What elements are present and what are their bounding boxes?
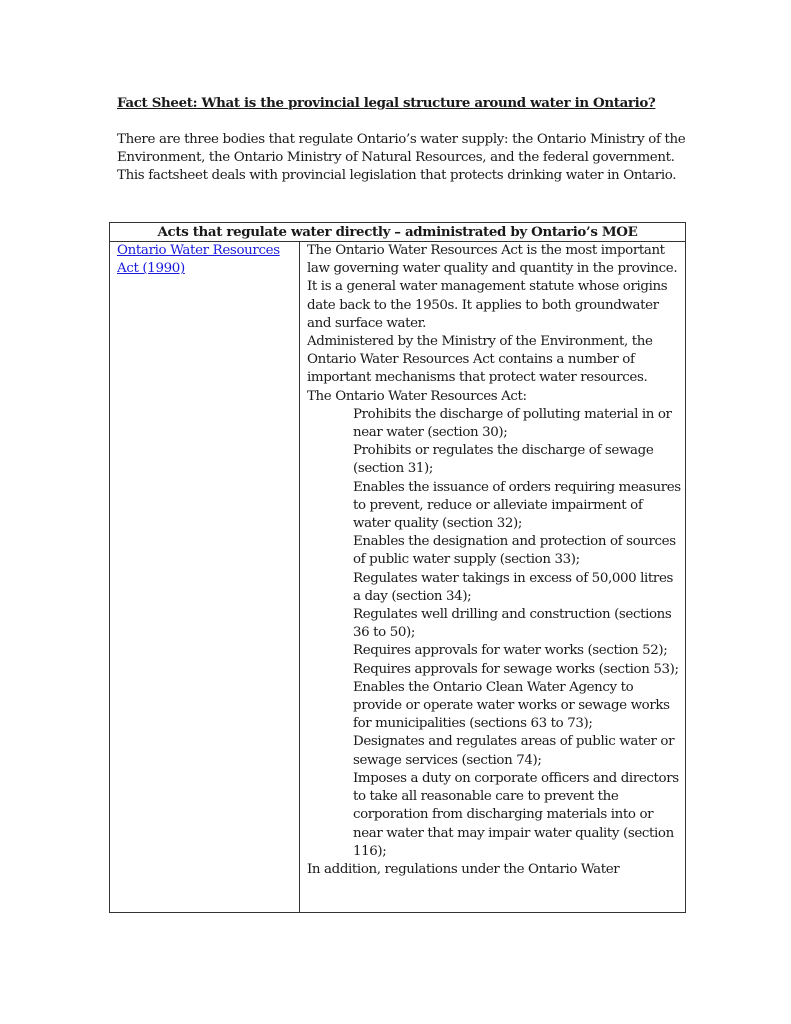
act-link[interactable]: Ontario Water Resources Act (1990) (117, 243, 280, 277)
list-item: Prohibits or regulates the discharge of sewage (section 31); (353, 443, 654, 477)
list-item: Prohibits the discharge of polluting material in or near water (section 30); (353, 406, 672, 441)
list-item: Enables the issuance of orders requiring measures to prevent, reduce or alleviate impairment of water quality (section 32); (353, 479, 681, 532)
list-item: Regulates water takings in excess of 50,000 litres a day (section 34); (353, 570, 673, 604)
description-paragraph: The Ontario Water Resources Act: (307, 388, 527, 404)
list-item: Designates and regulates areas of public water or sewage services (section 74); (353, 734, 675, 768)
list-item: Regulates well drilling and construction (sections 36 to 50); (353, 607, 672, 641)
act-description-cell (301, 242, 685, 912)
table-header: Acts that regulate water directly – administrated by Ontario’s MOE (110, 223, 685, 242)
list-item: Requires approvals for sewage works (section 53); (353, 661, 679, 677)
provisions-list (307, 406, 682, 861)
table-row (110, 242, 685, 912)
list-item: Enables the Ontario Clean Water Agency to provide or operate water works or sewage works for municipalities (sections 63 to 73); (353, 679, 670, 732)
page-title: Fact Sheet: What is the provincial legal structure around water in Ontario? (117, 95, 656, 111)
acts-table (109, 222, 686, 913)
description-paragraph: Administered by the Ministry of the Environment, the Ontario Water Resources Act contains a number of important mechanisms that protect water resources. (307, 334, 653, 386)
description-paragraph: In addition, regulations under the Ontario Water (307, 861, 620, 877)
act-name-cell (110, 242, 300, 912)
list-item: Requires approvals for water works (section 52); (353, 643, 668, 659)
description-paragraph: The Ontario Water Resources Act is the most important law governing water quality and quantity in the province. It is a general water management statute whose origins date back to the 1950s. It applies to both groundwater and surface water. (307, 243, 678, 331)
list-item: Enables the designation and protection of sources of public water supply (section 33); (353, 534, 676, 568)
list-item: Imposes a duty on corporate officers and directors to take all reasonable care to prevent the corporation from discharging materials into or near water that may impair water quality (section 116); (353, 770, 679, 859)
intro-paragraph: There are three bodies that regulate Ontario’s water supply: the Ontario Ministry of the Environment, the Ontario Ministry of Natural Resources, and the federal government. This factsheet deals with provincial legislation that protects drinking water in Ontario. (117, 132, 686, 184)
